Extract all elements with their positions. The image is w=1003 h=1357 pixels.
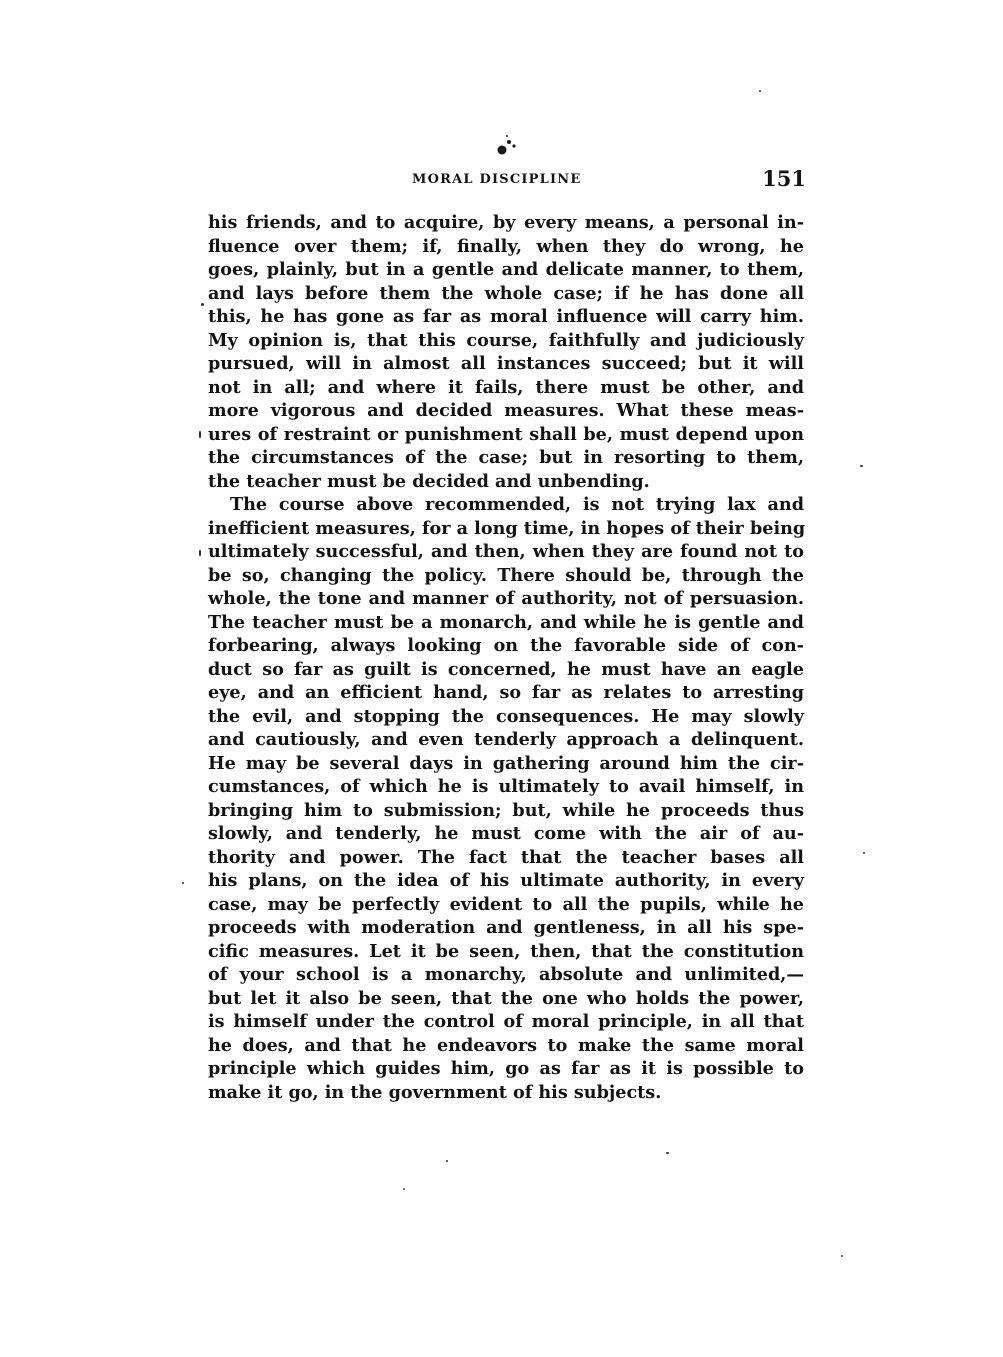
text-line: goes, plainly, but in a gentle and delicate manner, to them, bbox=[208, 259, 804, 280]
text-line: this, he has gone as far as moral influence will carry him. bbox=[208, 306, 804, 327]
text-line: the circumstances of the case; but in resorting to them, bbox=[208, 447, 804, 468]
scan-speck bbox=[863, 852, 865, 854]
text-line: He may be several days in gathering around him the cir- bbox=[208, 752, 804, 774]
scan-speck bbox=[182, 882, 184, 884]
text-line: but let it also be seen, that the one who holds the power, bbox=[208, 987, 804, 1009]
text-line: not in all; and where it fails, there must be other, and bbox=[208, 376, 804, 398]
body-text bbox=[208, 211, 804, 1104]
text-line: slowly, and tenderly, he must come with the air of au- bbox=[208, 823, 804, 844]
text-line: case, may be perfectly evident to all the pupils, while he bbox=[208, 893, 804, 915]
text-line: cumstances, of which he is ultimately to avail himself, in bbox=[208, 776, 804, 797]
text-line: more vigorous and decided measures. What these meas- bbox=[208, 400, 804, 421]
text-line: principle which guides him, go as far as it is possible to bbox=[208, 1058, 804, 1079]
text-line: whole, the tone and manner of authority, not of persuasion. bbox=[208, 588, 804, 609]
running-head bbox=[208, 168, 808, 192]
text-line: his plans, on the idea of his ultimate authority, in every bbox=[208, 870, 804, 891]
text-line: My opinion is, that this course, faithfully and judiciously bbox=[208, 329, 804, 351]
text-line: bringing him to submission; but, while he proceeds thus bbox=[208, 799, 804, 821]
text-line: The teacher must be a monarch, and while he is gentle and bbox=[208, 611, 804, 633]
text-line: is himself under the control of moral principle, in all that bbox=[208, 1011, 804, 1032]
text-line: ures of restraint or punishment shall be, must depend upon bbox=[208, 423, 804, 445]
text-line: forbearing, always looking on the favorable side of con- bbox=[208, 635, 804, 656]
text-line: eye, and an efficient hand, so far as relates to arresting bbox=[208, 682, 804, 703]
text-line: The course above recommended, is not trying lax and bbox=[230, 494, 804, 515]
text-line: of your school is a monarchy, absolute and unlimited,— bbox=[208, 964, 804, 985]
scan-speck bbox=[201, 303, 204, 306]
scan-speck bbox=[759, 90, 761, 92]
text-line: pursued, will in almost all instances succeed; but it will bbox=[208, 353, 804, 374]
text-line: the teacher must be decided and unbending. bbox=[208, 470, 650, 492]
running-title: MORAL DISCIPLINE bbox=[412, 172, 582, 187]
scan-speck bbox=[860, 465, 863, 467]
scan-speck bbox=[841, 1255, 843, 1257]
text-line: proceeds with moderation and gentleness, in all his spe- bbox=[208, 917, 804, 938]
text-line: fluence over them; if, finally, when they do wrong, he bbox=[208, 235, 804, 257]
page-number: 151 bbox=[762, 166, 806, 191]
scan-speck bbox=[199, 431, 201, 438]
ornament-icon bbox=[493, 130, 523, 160]
text-line: ultimately successful, and then, when they are found not to bbox=[208, 541, 804, 562]
text-line: inefficient measures, for a long time, in hopes of their being bbox=[208, 517, 806, 539]
scan-speck bbox=[199, 550, 201, 556]
text-line: duct so far as guilt is concerned, he must have an eagle bbox=[208, 658, 804, 680]
text-line: and lays before them the whole case; if he has done all bbox=[208, 282, 804, 304]
text-line: be so, changing the policy. There should be, through the bbox=[208, 564, 804, 586]
text-line: he does, and that he endeavors to make the same moral bbox=[208, 1034, 804, 1056]
scan-speck bbox=[446, 1160, 448, 1162]
text-line: the evil, and stopping the consequences. He may slowly bbox=[208, 705, 804, 727]
text-line: his friends, and to acquire, by every means, a personal in- bbox=[208, 212, 804, 233]
text-line: and cautiously, and even tenderly approach a delinquent. bbox=[208, 729, 804, 750]
text-line: cific measures. Let it be seen, then, that the constitution bbox=[208, 940, 804, 962]
scan-speck bbox=[403, 1188, 405, 1190]
scan-speck bbox=[666, 1152, 669, 1154]
text-line: make it go, in the government of his subjects. bbox=[208, 1081, 662, 1103]
text-line: thority and power. The fact that the teacher bases all bbox=[208, 846, 804, 868]
